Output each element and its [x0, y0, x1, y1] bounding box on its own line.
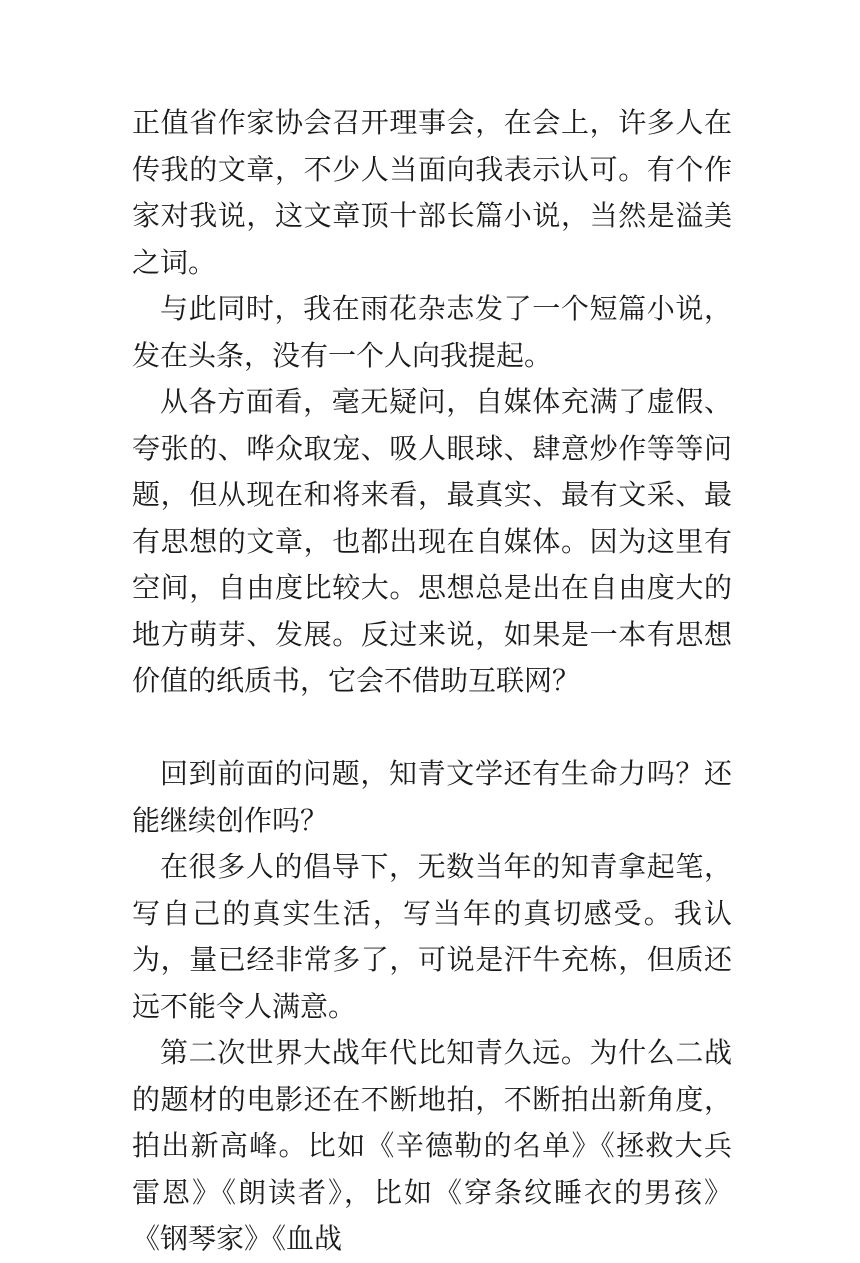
- document-body: [132, 100, 732, 1263]
- paragraph-gap: [132, 705, 732, 752]
- paragraph-2: 与此同时，我在雨花杂志发了一个短篇小说，发在头条，没有一个人向我提起。: [132, 292, 732, 372]
- paragraph-5: 在很多人的倡导下，无数当年的知青拿起笔，写自己的真实生活，写当年的真切感受。我认为，量已经非常多了，可说是汗牛充栋，但质还远不能令人满意。: [132, 850, 732, 1023]
- paragraph-3: 从各方面看，毫无疑问，自媒体充满了虚假、夸张的、哗众取宠、吸人眼球、肆意炒作等等问题，但从现在和将来看，最真实、最有文采、最有思想的文章，也都出现在自媒体。因为这里有空间，自由度比较大。思想总是出在自由度大的地方萌芽、发展。反过来说，如果是一本有思想价值的纸质书，它会不借助互联网？: [132, 385, 732, 697]
- paragraph-1: 正值省作家协会召开理事会，在会上，许多人在传我的文章，不少人当面向我表示认可。有个作家对我说，这文章顶十部长篇小说，当然是溢美之词。: [132, 106, 732, 279]
- paragraph-6: 第二次世界大战年代比知青久远。为什么二战的题材的电影还在不断地拍，不断拍出新角度，拍出新高峰。比如《辛德勒的名单》《拯救大兵雷恩》《朗读者》，比如《穿条纹睡衣的男孩》《钢琴家》《血战: [132, 1036, 732, 1255]
- paragraph-4: 回到前面的问题，知青文学还有生命力吗？还能继续创作吗？: [132, 757, 732, 837]
